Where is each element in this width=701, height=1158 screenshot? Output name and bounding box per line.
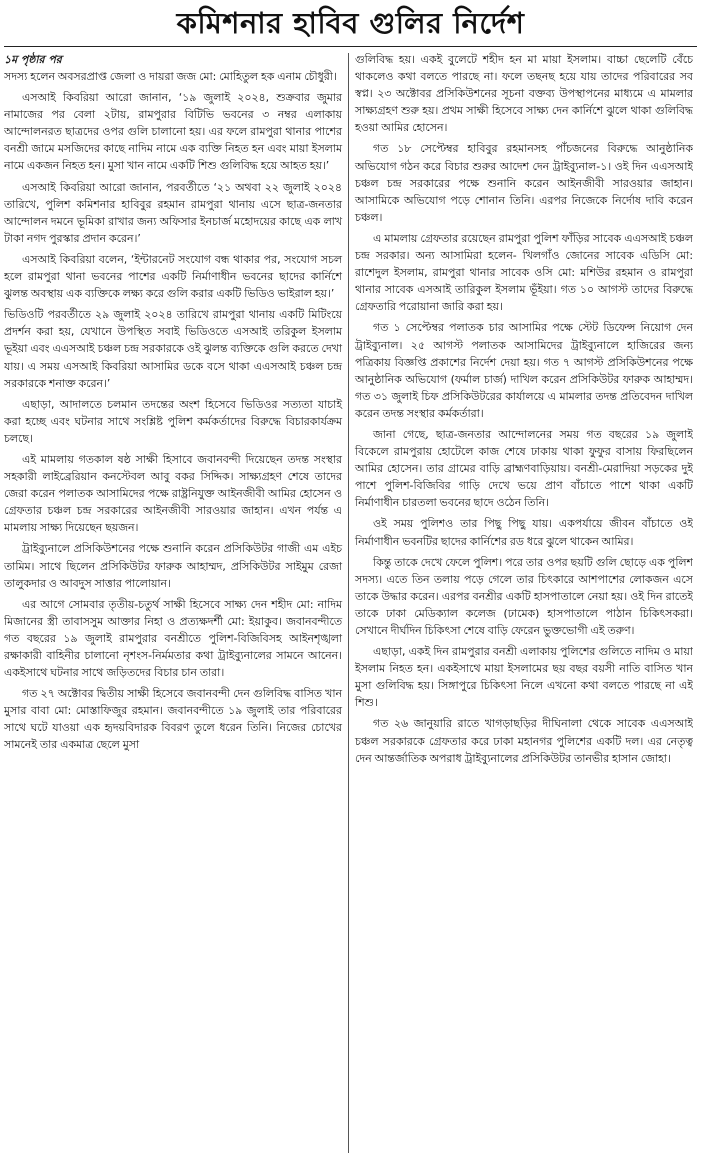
paragraph: কিন্তু তাকে দেখে ফেলে পুলিশ। পরে তার ওপর ছয়টি গুলি ছোড়ে এক পুলিশ সদস্য। এতে তিন তলায় পড়ে গেলে তার চিৎকারে আশপাশের লোকজন এসে তাকে উদ্ধার করেন। এরপর বনশ্রীর একটি হাসপাতালে নেয়া হয়। ওই দিন রাতেই তাকে ঢাকা মেডিক্যাল কলেজ (ঢামেক) হাসপাতালে পাঠান চিকিৎসকরা। সেখানে দীর্ঘদিন চিকিৎসা শেষে বাড়ি ফেরেন ভুক্তভোগী এই তরুণ। [355,555,693,637]
paragraph: এসআই কিবরিয়া আরো জানান, পরবর্তীতে ‘২১ অথবা ২২ জুলাই ২০২৪ তারিখে, পুলিশ কমিশনার হাবিবুর রহমান রামপুরা থানায় এসে ছাত্র-জনতার আন্দোলন দমনে ভূমিকা রাখার জন্য অফিসার ইনচার্জ মহোদয়ের কাছে এক লাখ টাকা নগদ পুরস্কার প্রদান করেন।’ [4,180,342,245]
headline: কমিশনার হাবিব গুলির নির্দেশ [4,0,697,47]
paragraph: এই মামলায় গতকাল ষষ্ঠ সাক্ষী হিসাবে জবানবন্দী দিয়েছেন তদন্ত সংস্থার সহকারী লাইব্রেরিয়ান কনস্টেবল আবু বকর সিদ্দিক। সাক্ষ্যগ্রহণ শেষে তাদের জেরা করেন পলাতক আসামিদের পক্ষে রাষ্ট্রনিযুক্ত আইনজীবী আমির হোসেন ও গ্রেফতার চঞ্চল চন্দ্র সরকারের আইনজীবী সারওয়ার জাহান। এখন পর্যন্ত এ মামলায় সাক্ষ্য দিয়েছেন ছয়জন। [4,452,342,535]
paragraph: এছাড়া, আদালতে চলমান তদন্তের অংশ হিসেবে ভিডিওর সত্যতা যাচাই করা হচ্ছে এবং ঘটনার সাথে সংশ্লিষ্ট পুলিশ কর্মকর্তাদের বিরুদ্ধে বিচারকার্যক্রম চলছে। [4,397,342,445]
paragraph: গত ২৭ অক্টোবর দ্বিতীয় সাক্ষী হিসেবে জবানবন্দী দেন গুলিবিদ্ধ বাসিত খান মুসার বাবা মো: মোস্তাফিজুর রহমান। জবানবন্দীতে ১৯ জুলাই তার পরিবারের সাথে ঘটে যাওয়া এক হৃদয়বিদারক বিবরণ তুলে ধরেন তিনি। নিজের চোখের সামনেই তার একমাত্র ছেলে মুসা [4,687,342,752]
paragraph: ভিডিওটি পরবর্তীতে ২৯ জুলাই ২০২৪ তারিখে রামপুরা থানায় একটি মিটিংয়ে প্রদর্শন করা হয়, যেখানে উপস্থিত সবাই ভিডিওতে এসআই তরিকুল ইসলাম ভূইয়া এবং এএসআই চঞ্চল চন্দ্র সরকারকে ওই ঝুলন্ত ব্যক্তিকে গুলি করতে দেখা যায়। এ সময় এসআই কিবরিয়া আসামির ডকে বসে থাকা এএসআই চঞ্চল চন্দ্র সরকারকে শনাক্ত করেন।’ [4,308,342,390]
right-column [349,51,693,1158]
paragraph: এসআই কিবরিয়া আরো জানান, ‘১৯ জুলাই ২০২৪, শুক্রবার জুমার নামাজের পর বেলা ২টায়, রামপুরার বিটিভি ভবনের ৩ নম্বর এলাকায় আন্দোলনরত ছাত্রদের ওপর গুলি চালানো হয়। এর ফলে রামপুরা থানার পাশের বনশ্রী জামে মসজিদের কাছে নাদিম নামে এক ব্যক্তি নিহত হন এবং মায়া ইসলাম নামে একজন নিহত হন। মুসা খান নামে একটি শিশু গুলিবিদ্ধ হয়ে আহত হয়।’ [4,91,342,173]
paragraph: ট্রাইব্যুনালে প্রসিকিউশনের পক্ষে শুনানি করেন প্রসিকিউটর গাজী এম এইচ তামিম। সাথে ছিলেন প্রসিকিউটর ফারুক আহাম্মদ, প্রসিকিউটর সাইমুম রেজা তালুকদার ও আবদুস সাত্তার পালোয়ান। [4,542,342,590]
jump-label: ১ম পৃষ্ঠার পর [4,53,62,66]
paragraph: জানা গেছে, ছাত্র-জনতার আন্দোলনের সময় গত বছরের ১৯ জুলাই বিকেলে রামপুরায় হোটেলে কাজ শেষে ঢাকায় থাকা ফুফুর বাসায় ফিরছিলেন আমির হোসেন। তার গ্রামের বাড়ি ব্রাহ্মণবাড়িয়ায়। বনশ্রী-মেরাদিয়া সড়কের দুই পাশে পুলিশ-বিজিবির গাড়ি দেখে ভয়ে প্রাণ বাঁচাতে পাশে থাকা একটি নির্মাণাধীন চারতলা ভবনের ছাদে ওঠেন তিনি। [355,427,693,510]
left-column [4,51,348,1158]
paragraph: গত ২৬ জানুয়ারি রাতে খাগড়াছড়ির দীঘিনালা থেকে সাবেক এএসআই চঞ্চল সরকারকে গ্রেফতার করে ঢাকা মহানগর পুলিশের একটি দল। এর নেতৃত্ব দেন আন্তর্জাতিক অপরাধ ট্রাইব্যুনালের প্রসিকিউটর তানভীর হাসান জোহা। [355,717,693,765]
paragraph: গত ১৮ সেপ্টেম্বর হাবিবুর রহমানসহ পাঁচজনের বিরুদ্ধে আনুষ্ঠানিক অভিযোগ গঠন করে বিচার শুরুর আদেশ দেন ট্রাইব্যুনাল-১। ওই দিন এএসআই চঞ্চল চন্দ্র সরকারের পক্ষে শুনানি করেন আইনজীবী সারওয়ার জাহান। আসামিকে অভিযোগ পড়ে শোনান তিনি। এরপর নিজেকে নির্দোষ দাবি করেন চঞ্চল। [355,142,693,224]
paragraph: গুলিবিদ্ধ হয়। একই বুলেটে শহীদ হন মা মায়া ইসলাম। বাচ্চা ছেলেটি বেঁচে থাকলেও কথা বলতে পারছে না। ফলে তছনছ হয়ে যায় তাদের পরিবারের সব স্বপ্ন। ২৩ অক্টোবর প্রসিকিউশনের সূচনা বক্তব্য উপস্থাপনের মাধ্যমে এ মামলার সাক্ষ্যগ্রহণ শুরু হয়। প্রথম সাক্ষী হিসেবে সাক্ষ্য দেন কার্নিশে ঝুলে থাকা গুলিবিদ্ধ হওয়া আমির হোসেন। [355,53,693,135]
article-body [4,51,697,1158]
paragraph: এর আগে সোমবার তৃতীয়-চতুর্থ সাক্ষী হিসেবে সাক্ষ্য দেন শহীদ মো: নাদিম মিজানের স্ত্রী তাবাসসুম আক্তার নিহা ও প্রত্যক্ষদর্শী মো: ইয়াকুব। জবানবন্দীতে গত বছরের ১৯ জুলাই রামপুরার বনশ্রীতে পুলিশ-বিজিবিসহ আইনশৃঙ্খলা রক্ষাকারী বাহিনীর চালানো নৃশংস-নির্মমতার কথা ট্রাইব্যুনালের সামনে আনেন। একইসাথে ঘটনার সাথে জড়িতদের বিচার চান তারা। [4,597,342,680]
paragraph: গত ১ সেপ্টেম্বর পলাতক চার আসামির পক্ষে স্টেট ডিফেন্স নিয়োগ দেন ট্রাইব্যুনাল। ২৫ আগস্ট পলাতক আসামিদের ট্রাইব্যুনালে হাজিরের জন্য পত্রিকায় বিজ্ঞপ্তি প্রকাশের নির্দেশ দেয়া হয়। গত ৭ আগস্ট প্রসিকিউশনের পক্ষে আনুষ্ঠানিক অভিযোগ (ফর্মাল চার্জ) দাখিল করেন প্রসিকিউটর ফারুক আহাম্মদ। গত ৩১ জুলাই চিফ প্রসিকিউটরের কার্যালয়ে এ মামলার তদন্ত প্রতিবেদন দাখিল করেন তদন্ত সংস্থার কর্মকর্তারা। [355,321,693,420]
paragraph: সদস্য হলেন অবসরপ্রাপ্ত জেলা ও দায়রা জজ মো: মোহিতুল হক এনাম চৌধুরী। [4,70,337,83]
paragraph: এছাড়া, একই দিন রামপুরার বনশ্রী এলাকায় পুলিশের গুলিতে নাদিম ও মায়া ইসলাম নিহত হন। একইসাথে মায়া ইসলামের ছয় বছর বয়সী নাতি বাসিত খান মুসা গুলিবিদ্ধ হয়। সিঙ্গাপুরে চিকিৎসা নিলে এখনো কথা বলতে পারছে না এই শিশু। [355,645,693,710]
paragraph: এ মামলায় গ্রেফতার রয়েছেন রামপুরা পুলিশ ফাঁড়ির সাবেক এএসআই চঞ্চল চন্দ্র সরকার। অন্য আসামিরা হলেন- খিলগাঁও জোনের সাবেক এডিসি মো: রাশেদুল ইসলাম, রামপুরা থানার সাবেক ওসি মো: মশিউর রহমান ও রামপুরা থানার সাবেক এসআই তারিকুল ইসলাম ভূঁইয়া। গত ১০ আগস্ট তাদের বিরুদ্ধে গ্রেফতারি পরোয়ানা জারি করা হয়। [355,231,693,314]
paragraph: এসআই কিবরিয়া বলেন, ‘ইন্টারনেট সংযোগ বন্ধ থাকার পর, সংযোগ সচল হলে রামপুরা থানা ভবনের পাশের একটি নির্মাণাধীন ভবনের ছাদের কার্নিশে ঝুলন্ত অবস্থায় এক ব্যক্তিকে লক্ষ্য করে গুলি করার একটি ভিডিও ভাইরাল হয়।’ [4,252,342,301]
paragraph: ওই সময় পুলিশও তার পিছু পিছু যায়। একপর্যায়ে জীবন বাঁচাতে ওই নির্মাণাধীন ভবনটির ছাদের কার্নিশের রড ধরে ঝুলে থাকেন আমির। [355,517,693,548]
